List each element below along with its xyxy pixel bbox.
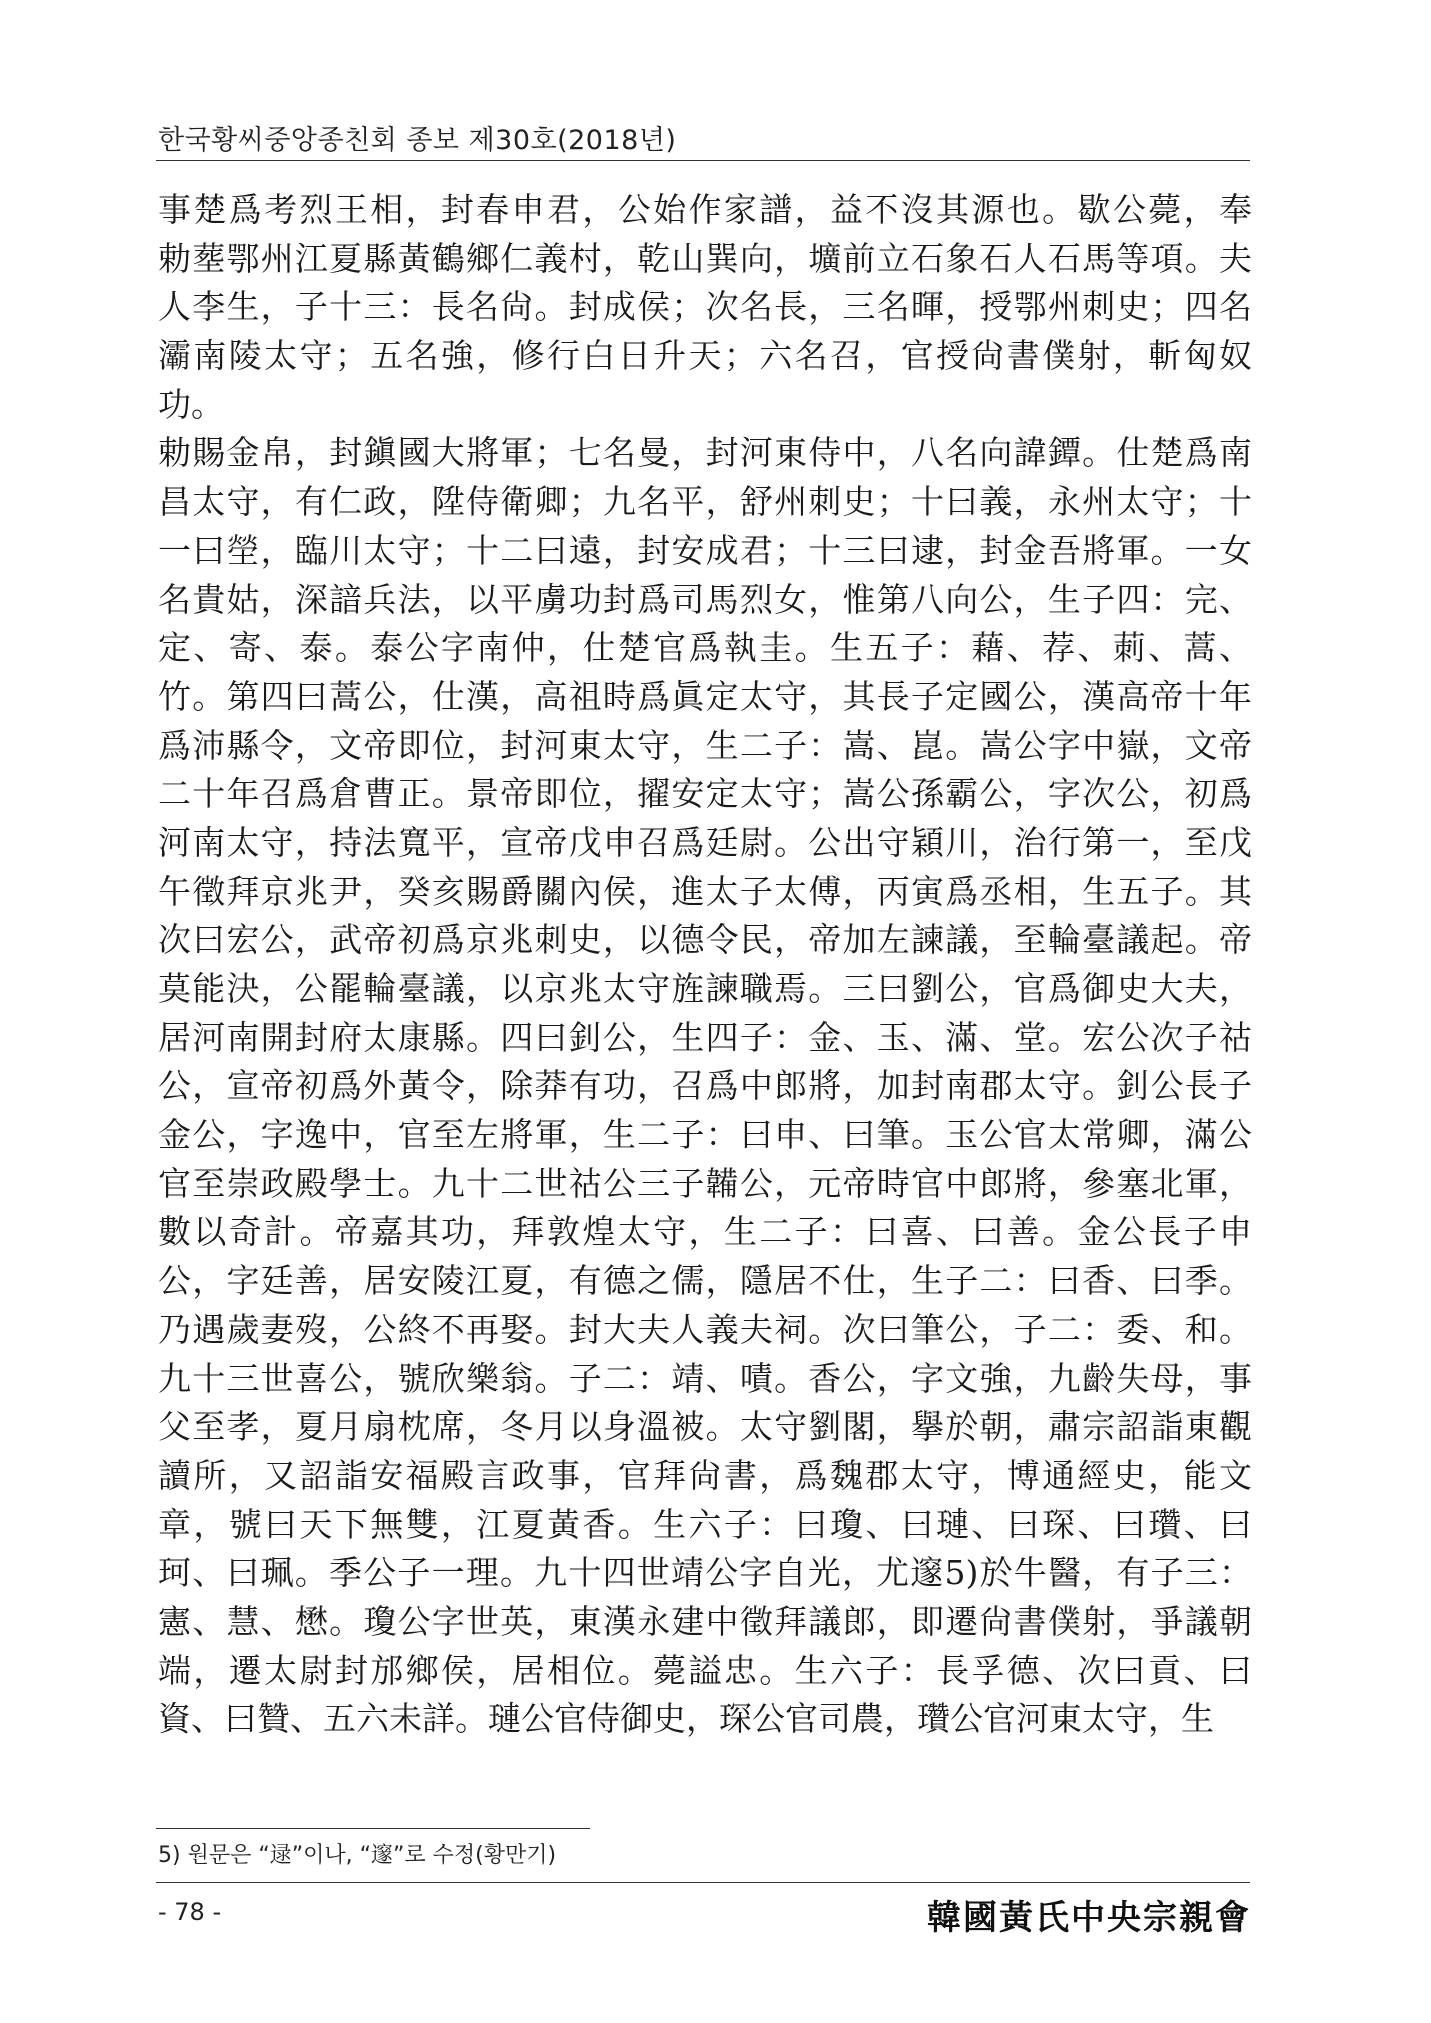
footer-rule [156, 1882, 1250, 1883]
body-line: 乃遇歲妻歿，公終不再娶。封大夫人義夫祠。次曰筆公，子二：委、和。 [158, 1309, 1252, 1349]
body-line: 名貴姑，深諳兵法，以平虜功封爲司馬烈女，惟第八向公，生子四：完、 [158, 579, 1252, 619]
body-line: 次曰宏公，武帝初爲京兆刺史，以德令民，帝加左諫議，至輪臺議起。帝 [158, 920, 1252, 960]
body-line: 勅賜金帛，封鎭國大將軍；七名曼，封河東侍中，八名向諱鐔。仕楚爲南 [158, 433, 1252, 473]
body-line: 人李生，子十三：長名尙。封成侯；次名長，三名暉，授鄂州刺史；四名 [158, 287, 1252, 327]
footnote: 5) 원문은 “逯”이나, “邃”로 수정(황만기) [158, 1843, 557, 1868]
body-line: 定、寄、泰。泰公字南仲，仕楚官爲執圭。生五子：藉、荐、莿、蒿、 [158, 628, 1252, 668]
body-line: 功。 [158, 384, 224, 424]
body-line: 莫能決，公罷輪臺議，以京兆太守旌諫職焉。三曰劉公，官爲御史大夫， [158, 969, 1252, 1008]
body-line: 父至孝，夏月扇枕席，冬月以身溫被。太守劉閣，擧於朝，肅宗詔詣東觀 [158, 1407, 1252, 1447]
body-line: 九十三世喜公，號欣樂翁。子二：靖、嘖。香公，字文強，九齡失母，事 [158, 1358, 1252, 1398]
page-header: 한국황씨중앙종친회 종보 제30호(2018년) [158, 125, 677, 156]
body-line: 爲沛縣令，文帝即位，封河東太守，生二子：嵩、崑。嵩公字中嶽，文帝 [158, 725, 1252, 765]
brand-logo: 韓國黃氏中央宗親會 [927, 1898, 1251, 1938]
body-line: 竹。第四曰蒿公，仕漢，高祖時爲眞定太守，其長子定國公，漢高帝十年 [158, 676, 1252, 716]
body-line: 灞南陵太守；五名強，修行白日升天；六名召，官授尙書僕射，斬匈奴 [158, 336, 1252, 376]
body-line: 勅塟鄂州江夏縣黃鶴鄉仁義村，乾山巽向，壙前立石象石人石馬等項。夫 [158, 238, 1252, 278]
page-number: - 78 - [158, 1898, 222, 1926]
body-line: 一曰塋，臨川太守；十二曰遠，封安成君；十三曰逮，封金吾將軍。一女 [158, 530, 1252, 570]
body-line: 河南太守，持法寬平，宣帝戊申召爲廷尉。公出守穎川，治行第一，至戊 [158, 822, 1252, 862]
body-line: 憲、慧、懋。瓊公字世英，東漢永建中徵拜議郎，即遷尙書僕射，爭議朝 [158, 1601, 1252, 1641]
body-line: 公，字廷善，居安陵江夏，有德之儒，隱居不仕，生子二：曰香、曰季。 [158, 1261, 1252, 1301]
body-line: 資、曰贊、五六未詳。璉公官侍御史，琛公官司農，瓚公官河東太守，生 [158, 1699, 1214, 1739]
footnote-rule [156, 1828, 590, 1829]
body-line: 午徵拜京兆尹，癸亥賜爵關內侯，進太子太傅，丙寅爲丞相，生五子。其 [158, 871, 1252, 911]
body-line: 昌太守，有仁政，陞侍衛卿；九名平，舒州刺史；十曰義，永州太守；十 [158, 482, 1252, 522]
body-line: 珂、曰珮。季公子一理。九十四世靖公字自光，尤邃5)於牛醫，有子三： [158, 1553, 1252, 1593]
body-line: 居河南開封府太康縣。四曰釗公，生四子：金、玉、滿、堂。宏公次子祜 [158, 1017, 1252, 1057]
body-line: 二十年召爲倉曹正。景帝即位，擢安定太守；嵩公孫霸公，字次公，初爲 [158, 774, 1252, 814]
body-line: 章，號曰天下無雙，江夏黃香。生六子：曰瓊、曰璉、曰琛、曰瓚、曰 [158, 1504, 1252, 1544]
header-rule [156, 160, 1250, 161]
body-line: 金公，字逸中，官至左將軍，生二子：曰申、曰筆。玉公官太常卿，滿公 [158, 1115, 1252, 1155]
body-line: 數以奇計。帝嘉其功，拜敦煌太守，生二子：曰喜、曰善。金公長子申 [158, 1212, 1252, 1252]
body-line: 讀所，又詔詣安福殿言政事，官拜尙書，爲魏郡太守，博通經史，能文 [158, 1455, 1252, 1495]
body-line: 公，宣帝初爲外黃令，除莽有功，召爲中郎將，加封南郡太守。釗公長子 [158, 1066, 1252, 1106]
body-text [158, 186, 1252, 1744]
body-line: 官至崇政殿學士。九十二世祜公三子韛公，元帝時官中郎將，參塞北軍， [158, 1163, 1252, 1203]
body-line: 事楚爲考烈王相，封春申君，公始作家譜，益不沒其源也。歇公薨，奉 [158, 190, 1252, 229]
body-line: 端，遷太尉封邡鄉侯，居相位。薨謚忠。生六子：長孚德、次曰貢、曰 [158, 1650, 1252, 1690]
